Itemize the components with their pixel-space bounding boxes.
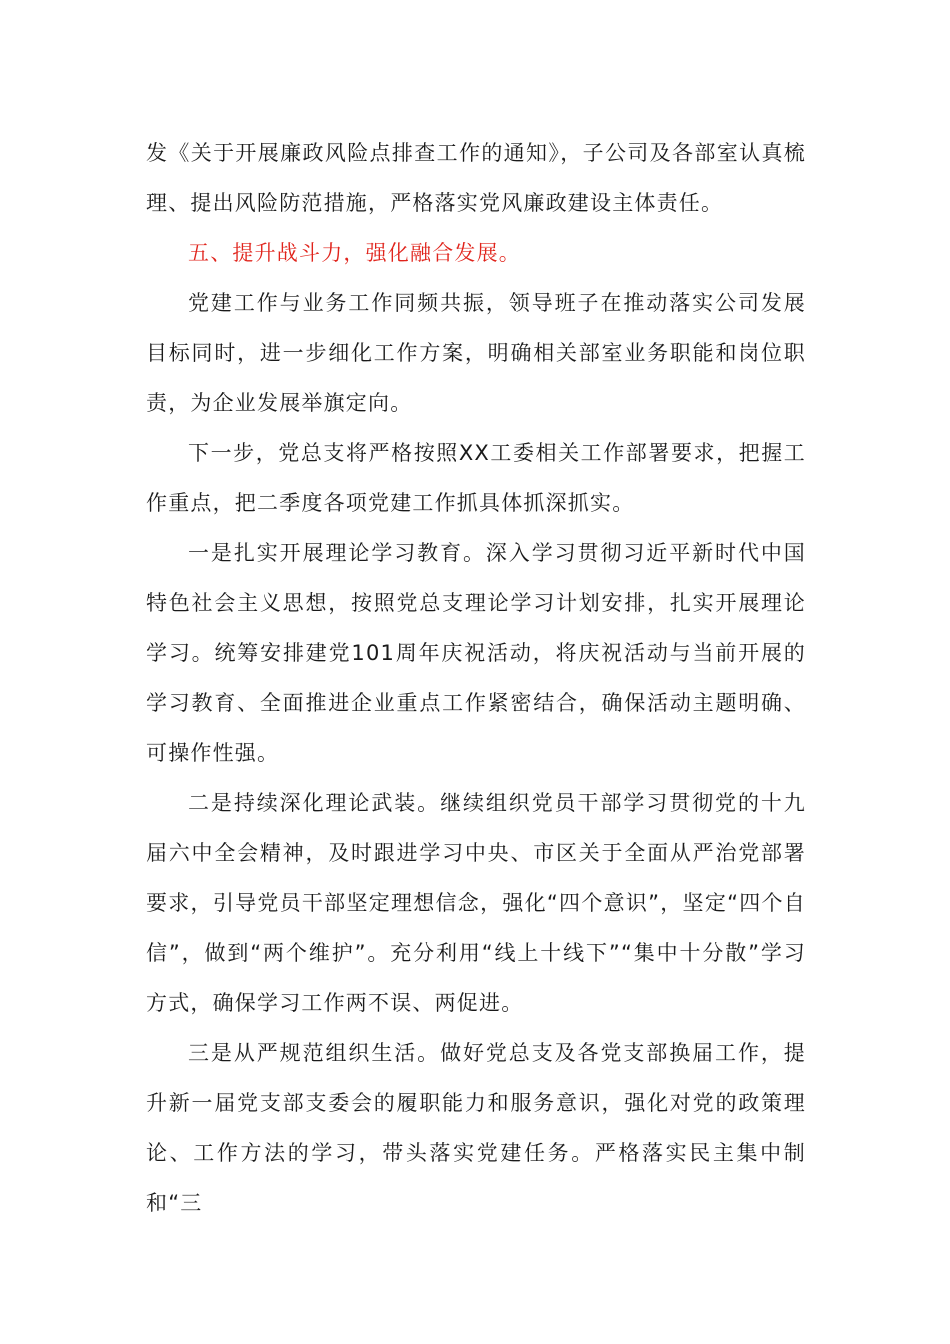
paragraph-next-steps: 下一步，党总支将严格按照XX工委相关工作部署要求，把握工作重点，把二季度各项党建工作抓具体抓深抓实。: [146, 441, 806, 515]
paragraph-integration: 党建工作与业务工作同频共振，领导班子在推动落实公司发展目标同时，进一步细化工作方案，明确相关部室业务职能和岗位职责，为企业发展举旗定向。: [146, 291, 806, 415]
document-body: [146, 128, 806, 1228]
paragraph-point-three: 三是从严规范组织生活。做好党总支及各党支部换届工作，提升新一届党支部支委会的履职能力和服务意识，强化对党的政策理论、工作方法的学习，带头落实党建任务。严格落实民主集中制和“三: [146, 1041, 806, 1215]
paragraph-point-two: 二是持续深化理论武装。继续组织党员干部学习贯彻党的十九届六中全会精神，及时跟进学习中央、市区关于全面从严治党部署要求，引导党员干部坚定理想信念，强化“四个意识”，坚定“四个自信”，做到“两个维护”。充分利用“线上十线下”“集中十分散”学习方式，确保学习工作两不误、两促进。: [146, 791, 806, 1015]
paragraph-continued: 发《关于开展廉政风险点排查工作的通知》，子公司及各部室认真梳理、提出风险防范措施，严格落实党风廉政建设主体责任。: [146, 141, 806, 215]
paragraph-point-one: 一是扎实开展理论学习教育。深入学习贯彻习近平新时代中国特色社会主义思想，按照党总支理论学习计划安排，扎实开展理论学习。统筹安排建党101周年庆祝活动，将庆祝活动与当前开展的学习教育、全面推进企业重点工作紧密结合，确保活动主题明确、可操作性强。: [146, 541, 806, 765]
section-heading-five: 五、提升战斗力，强化融合发展。: [188, 241, 521, 265]
